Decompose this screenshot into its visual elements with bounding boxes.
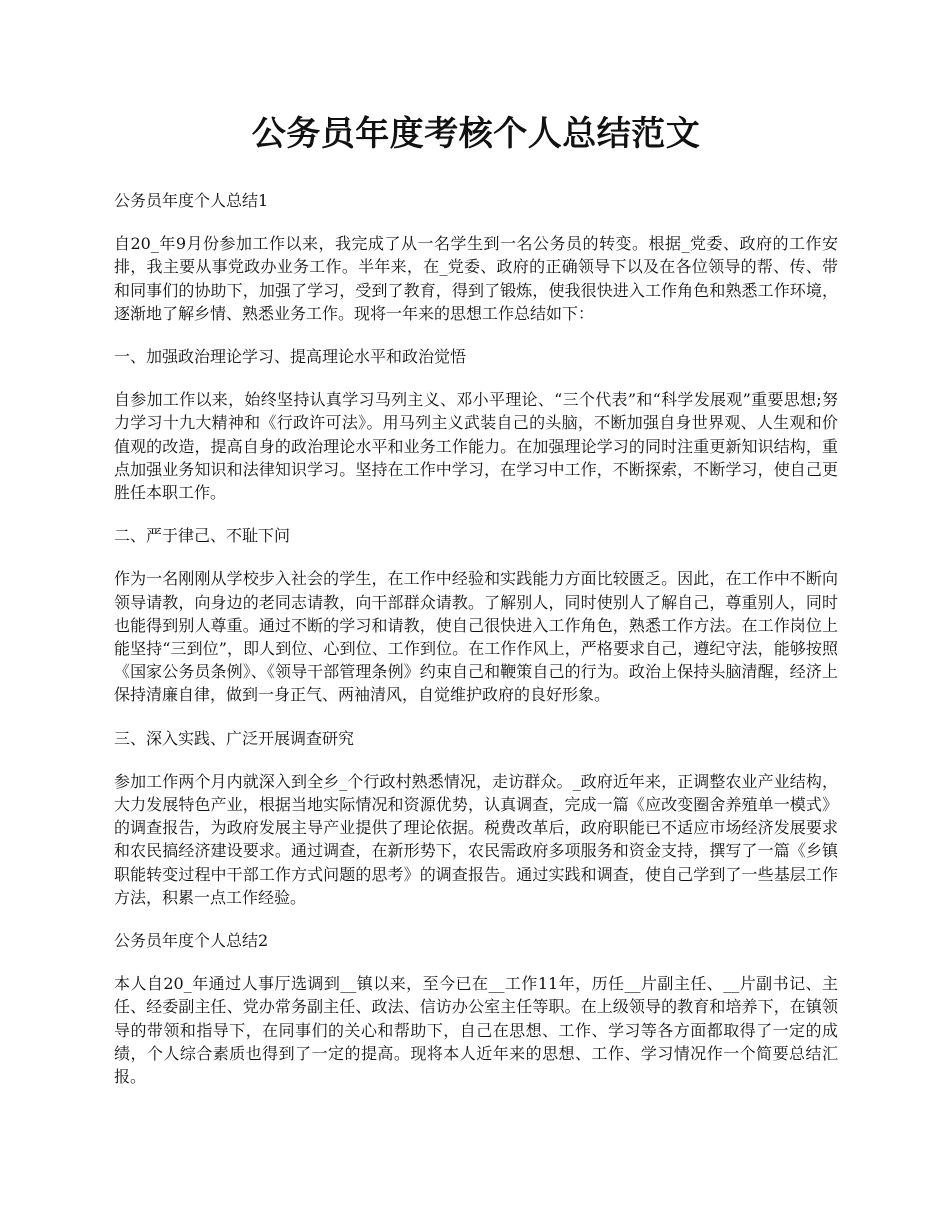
section-heading-1: 一、加强政治理论学习、提高理论水平和政治觉悟: [114, 347, 467, 367]
paragraph-intro: 自20_年9月份参加工作以来，我完成了从一名学生到一名公务员的转变。根据_党委、政府的工作安排，我主要从事党政办业务工作。半年来，在_党委、政府的正确领导下以及在各位领导的帮、传、带和同事们的协助下，加强了学习，受到了教育，得到了锻炼，使我很快进入工作角色和熟悉工作环境，逐渐地了解乡情、熟悉业务工作。现将一年来的思想工作总结如下：: [114, 234, 838, 323]
section-heading-summary-2: 公务员年度个人总结2: [114, 931, 269, 951]
section-heading-3: 三、深入实践、广泛开展调查研究: [114, 728, 355, 748]
paragraph-research: 参加工作两个月内就深入到全乡_个行政村熟悉情况，走访群众。_政府近年来，正调整农业产业结构，大力发展特色产业，根据当地实际情况和资源优势，认真调查，完成一篇《应改变圈舍养殖单一模式》的调查报告，为政府发展主导产业提供了理论依据。税费改革后，政府职能已不适应市场经济发展要求和农民搞经济建设要求。通过调查，在新形势下，农民需政府多项服务和资金支持，撰写了一篇《乡镇职能转变过程中干部工作方式问题的思考》的调查报告。通过实践和调查，使自己学到了一些基层工作方法，积累一点工作经验。: [114, 771, 838, 907]
paragraph-theory-study: 自参加工作以来，始终坚持认真学习马列主义、邓小平理论、“三个代表”和“科学发展观”重要思想;努力学习十九大精神和《行政许可法》。用马列主义武装自己的头脑，不断加强自身世界观、人生观和价值观的改造，提高自身的政治理论水平和业务工作能力。在加强理论学习的同时注重更新知识结构，重点加强业务知识和法律知识学习。坚持在工作中学习，在学习中工作，不断探索，不断学习，使自己更胜任本职工作。: [114, 390, 838, 503]
paragraph-summary-2: 本人自20_年通过人事厅选调到__镇以来，至今已在__工作11年，历任__片副主任、__片副书记、主任、经委副主任、党办常务副主任、政法、信访办公室主任等职。在上级领导的教育和培养下，在镇领导的带领和指导下，在同事们的关心和帮助下，自己在思想、工作、学习等各方面都取得了一定的成绩，个人综合素质也得到了一定的提高。现将本人近年来的思想、工作、学习情况作一个简要总结汇报。: [114, 974, 838, 1087]
paragraph-self-discipline: 作为一名刚刚从学校步入社会的学生，在工作中经验和实践能力方面比较匮乏。因此，在工作中不断向领导请教，向身边的老同志请教，向干部群众请教。了解别人，同时使别人了解自己，尊重别人，同时也能得到别人尊重。通过不断的学习和请教，使自己很快进入工作角色，熟悉工作方法。在工作岗位上能坚持“三到位”，即人到位、心到位、工作到位。在工作作风上，严格要求自己，遵纪守法，能够按照《国家公务员条例》、《领导干部管理条例》约束自己和鞭策自己的行为。政治上保持头脑清醒，经济上保持清廉自律，做到一身正气、两袖清风，自觉维护政府的良好形象。: [114, 569, 838, 705]
section-heading-2: 二、严于律己、不耻下问: [114, 526, 291, 546]
document-title: 公务员年度考核个人总结范文: [251, 114, 701, 154]
section-heading-summary-1: 公务员年度个人总结1: [114, 191, 269, 210]
